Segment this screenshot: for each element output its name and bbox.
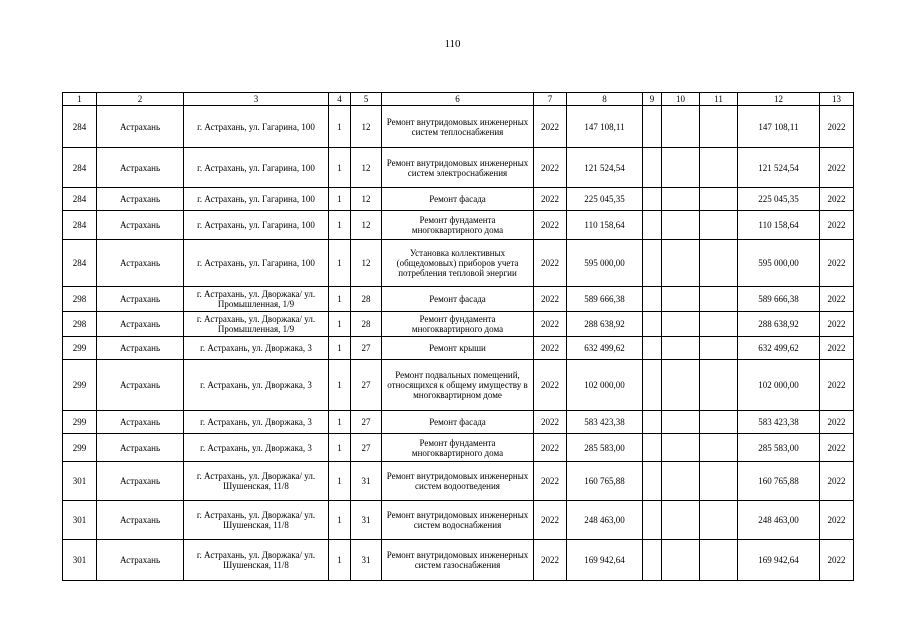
cell-col-9 (643, 148, 662, 188)
cell-municipality: Астрахань (97, 411, 184, 434)
table-row (63, 411, 854, 434)
cell-completion-year: 2022 (820, 501, 854, 540)
cell-col-5: 12 (351, 211, 382, 240)
table-row (63, 106, 854, 148)
cell-municipality: Астрахань (97, 501, 184, 540)
cell-work-type: Ремонт внутридомовых инженерных систем теплоснабжения (382, 106, 534, 148)
cell-work-type: Ремонт фасада (382, 188, 534, 211)
cell-col-11 (700, 148, 738, 188)
cell-col-11 (700, 411, 738, 434)
cell-cost: 589 666,38 (567, 287, 643, 312)
cell-col-11 (700, 434, 738, 462)
cell-col-4: 1 (329, 434, 351, 462)
cell-address: г. Астрахань, ул. Гагарина, 100 (184, 211, 329, 240)
cell-col-11 (700, 211, 738, 240)
header-col-12: 12 (738, 93, 820, 106)
cell-col-10 (662, 501, 700, 540)
cell-cost: 225 045,35 (567, 188, 643, 211)
cell-cost: 595 000,00 (567, 240, 643, 287)
cell-year: 2022 (534, 411, 567, 434)
cell-total-cost: 288 638,92 (738, 312, 820, 337)
header-col-5: 5 (351, 93, 382, 106)
cell-col-9 (643, 337, 662, 360)
cell-year: 2022 (534, 360, 567, 411)
header-col-1: 1 (63, 93, 97, 106)
cell-total-cost: 225 045,35 (738, 188, 820, 211)
header-col-4: 4 (329, 93, 351, 106)
table-row (63, 501, 854, 540)
cell-col-5: 28 (351, 287, 382, 312)
cell-address: г. Астрахань, ул. Дворжака/ ул. Шушенская, 11/8 (184, 501, 329, 540)
cell-object-number: 284 (63, 211, 97, 240)
cell-address: г. Астрахань, ул. Дворжака, 3 (184, 434, 329, 462)
cell-completion-year: 2022 (820, 240, 854, 287)
cell-total-cost: 102 000,00 (738, 360, 820, 411)
cell-completion-year: 2022 (820, 540, 854, 581)
cell-col-11 (700, 287, 738, 312)
table-body (63, 106, 854, 581)
header-col-2: 2 (97, 93, 184, 106)
cell-col-5: 27 (351, 434, 382, 462)
cell-cost: 285 583,00 (567, 434, 643, 462)
cell-completion-year: 2022 (820, 211, 854, 240)
cell-col-10 (662, 240, 700, 287)
cell-cost: 288 638,92 (567, 312, 643, 337)
header-col-10: 10 (662, 93, 700, 106)
cell-col-9 (643, 462, 662, 501)
cell-work-type: Ремонт фундамента многоквартирного дома (382, 312, 534, 337)
cell-object-number: 284 (63, 188, 97, 211)
cell-completion-year: 2022 (820, 188, 854, 211)
cell-col-5: 12 (351, 240, 382, 287)
cell-total-cost: 583 423,38 (738, 411, 820, 434)
cell-address: г. Астрахань, ул. Гагарина, 100 (184, 106, 329, 148)
cell-address: г. Астрахань, ул. Дворжака/ ул. Шушенская, 11/8 (184, 540, 329, 581)
cell-completion-year: 2022 (820, 312, 854, 337)
cell-col-4: 1 (329, 360, 351, 411)
cell-cost: 169 942,64 (567, 540, 643, 581)
cell-address: г. Астрахань, ул. Гагарина, 100 (184, 188, 329, 211)
cell-municipality: Астрахань (97, 211, 184, 240)
cell-municipality: Астрахань (97, 462, 184, 501)
cell-col-9 (643, 106, 662, 148)
cell-work-type: Ремонт внутридомовых инженерных систем электроснабжения (382, 148, 534, 188)
cell-municipality: Астрахань (97, 312, 184, 337)
cell-municipality: Астрахань (97, 106, 184, 148)
cell-object-number: 284 (63, 106, 97, 148)
cell-municipality: Астрахань (97, 540, 184, 581)
cell-col-4: 1 (329, 462, 351, 501)
cell-work-type: Ремонт внутридомовых инженерных систем газоснабжения (382, 540, 534, 581)
cell-cost: 102 000,00 (567, 360, 643, 411)
table-row (63, 540, 854, 581)
cell-work-type: Ремонт подвальных помещений, относящихся к общему имуществу в многоквартирном доме (382, 360, 534, 411)
cell-year: 2022 (534, 106, 567, 148)
cell-col-5: 12 (351, 188, 382, 211)
cell-cost: 110 158,64 (567, 211, 643, 240)
cell-year: 2022 (534, 462, 567, 501)
cell-col-11 (700, 360, 738, 411)
cell-col-5: 27 (351, 337, 382, 360)
cell-col-10 (662, 287, 700, 312)
header-col-7: 7 (534, 93, 567, 106)
cell-municipality: Астрахань (97, 360, 184, 411)
cell-col-9 (643, 240, 662, 287)
cell-col-9 (643, 211, 662, 240)
cell-municipality: Астрахань (97, 434, 184, 462)
cell-col-10 (662, 337, 700, 360)
cell-completion-year: 2022 (820, 462, 854, 501)
cell-completion-year: 2022 (820, 148, 854, 188)
cell-col-10 (662, 148, 700, 188)
cell-object-number: 299 (63, 337, 97, 360)
cell-col-9 (643, 434, 662, 462)
cell-object-number: 299 (63, 434, 97, 462)
repair-program-table (62, 92, 854, 581)
cell-completion-year: 2022 (820, 337, 854, 360)
cell-work-type: Ремонт крыши (382, 337, 534, 360)
cell-address: г. Астрахань, ул. Дворжака/ ул. Промышленная, 1/9 (184, 312, 329, 337)
cell-col-4: 1 (329, 501, 351, 540)
cell-total-cost: 248 463,00 (738, 501, 820, 540)
cell-total-cost: 169 942,64 (738, 540, 820, 581)
cell-work-type: Ремонт фасада (382, 287, 534, 312)
table-row (63, 462, 854, 501)
cell-cost: 583 423,38 (567, 411, 643, 434)
cell-col-4: 1 (329, 148, 351, 188)
header-col-3: 3 (184, 93, 329, 106)
cell-col-4: 1 (329, 312, 351, 337)
cell-col-5: 12 (351, 148, 382, 188)
cell-cost: 147 108,11 (567, 106, 643, 148)
cell-work-type: Ремонт фасада (382, 411, 534, 434)
cell-col-10 (662, 411, 700, 434)
cell-object-number: 301 (63, 501, 97, 540)
cell-cost: 121 524,54 (567, 148, 643, 188)
cell-col-10 (662, 360, 700, 411)
cell-col-9 (643, 287, 662, 312)
cell-completion-year: 2022 (820, 411, 854, 434)
cell-address: г. Астрахань, ул. Дворжака/ ул. Промышленная, 1/9 (184, 287, 329, 312)
cell-work-type: Ремонт фундамента многоквартирного дома (382, 434, 534, 462)
cell-col-10 (662, 462, 700, 501)
cell-year: 2022 (534, 148, 567, 188)
cell-work-type: Ремонт внутридомовых инженерных систем водоснабжения (382, 501, 534, 540)
table-header-row (63, 93, 854, 106)
cell-col-10 (662, 106, 700, 148)
cell-total-cost: 285 583,00 (738, 434, 820, 462)
cell-col-4: 1 (329, 240, 351, 287)
cell-year: 2022 (534, 501, 567, 540)
cell-col-5: 28 (351, 312, 382, 337)
cell-address: г. Астрахань, ул. Гагарина, 100 (184, 240, 329, 287)
cell-col-9 (643, 360, 662, 411)
table-row (63, 287, 854, 312)
cell-col-9 (643, 501, 662, 540)
cell-completion-year: 2022 (820, 434, 854, 462)
table-row (63, 211, 854, 240)
cell-col-4: 1 (329, 106, 351, 148)
cell-col-10 (662, 211, 700, 240)
cell-col-11 (700, 337, 738, 360)
cell-col-4: 1 (329, 211, 351, 240)
cell-year: 2022 (534, 188, 567, 211)
cell-col-9 (643, 188, 662, 211)
cell-col-5: 31 (351, 462, 382, 501)
cell-col-4: 1 (329, 337, 351, 360)
table-row (63, 312, 854, 337)
cell-col-4: 1 (329, 411, 351, 434)
cell-col-5: 27 (351, 360, 382, 411)
cell-object-number: 301 (63, 540, 97, 581)
cell-total-cost: 110 158,64 (738, 211, 820, 240)
cell-year: 2022 (534, 337, 567, 360)
cell-col-10 (662, 540, 700, 581)
cell-object-number: 284 (63, 240, 97, 287)
cell-col-5: 27 (351, 411, 382, 434)
cell-work-type: Ремонт внутридомовых инженерных систем водоотведения (382, 462, 534, 501)
cell-address: г. Астрахань, ул. Дворжака, 3 (184, 337, 329, 360)
cell-col-5: 31 (351, 540, 382, 581)
cell-object-number: 298 (63, 312, 97, 337)
cell-col-11 (700, 188, 738, 211)
cell-total-cost: 589 666,38 (738, 287, 820, 312)
header-col-8: 8 (567, 93, 643, 106)
cell-year: 2022 (534, 211, 567, 240)
cell-address: г. Астрахань, ул. Дворжака, 3 (184, 360, 329, 411)
cell-object-number: 298 (63, 287, 97, 312)
cell-col-11 (700, 540, 738, 581)
cell-total-cost: 121 524,54 (738, 148, 820, 188)
cell-total-cost: 632 499,62 (738, 337, 820, 360)
cell-address: г. Астрахань, ул. Дворжака, 3 (184, 411, 329, 434)
header-col-13: 13 (820, 93, 854, 106)
cell-col-10 (662, 188, 700, 211)
cell-col-11 (700, 240, 738, 287)
cell-col-11 (700, 106, 738, 148)
cell-address: г. Астрахань, ул. Гагарина, 100 (184, 148, 329, 188)
cell-address: г. Астрахань, ул. Дворжака/ ул. Шушенская, 11/8 (184, 462, 329, 501)
cell-object-number: 299 (63, 360, 97, 411)
table-row (63, 148, 854, 188)
cell-work-type: Ремонт фундамента многоквартирного дома (382, 211, 534, 240)
cell-col-9 (643, 411, 662, 434)
cell-cost: 632 499,62 (567, 337, 643, 360)
cell-col-11 (700, 312, 738, 337)
cell-municipality: Астрахань (97, 287, 184, 312)
cell-completion-year: 2022 (820, 106, 854, 148)
page-number: 110 (444, 38, 461, 50)
cell-col-11 (700, 462, 738, 501)
table-row (63, 188, 854, 211)
cell-year: 2022 (534, 540, 567, 581)
cell-col-10 (662, 312, 700, 337)
cell-cost: 248 463,00 (567, 501, 643, 540)
cell-municipality: Астрахань (97, 188, 184, 211)
cell-object-number: 284 (63, 148, 97, 188)
cell-completion-year: 2022 (820, 287, 854, 312)
header-col-9: 9 (643, 93, 662, 106)
cell-year: 2022 (534, 287, 567, 312)
table-row (63, 240, 854, 287)
cell-year: 2022 (534, 434, 567, 462)
cell-col-4: 1 (329, 287, 351, 312)
cell-col-4: 1 (329, 540, 351, 581)
table-row (63, 337, 854, 360)
cell-completion-year: 2022 (820, 360, 854, 411)
table-row (63, 360, 854, 411)
cell-cost: 160 765,88 (567, 462, 643, 501)
cell-col-9 (643, 540, 662, 581)
cell-col-9 (643, 312, 662, 337)
header-col-11: 11 (700, 93, 738, 106)
cell-year: 2022 (534, 240, 567, 287)
cell-col-10 (662, 434, 700, 462)
table-row (63, 434, 854, 462)
cell-col-4: 1 (329, 188, 351, 211)
cell-col-5: 12 (351, 106, 382, 148)
cell-total-cost: 595 000,00 (738, 240, 820, 287)
header-col-6: 6 (382, 93, 534, 106)
cell-object-number: 301 (63, 462, 97, 501)
cell-work-type: Установка коллективных (общедомовых) приборов учета потребления тепловой энергии (382, 240, 534, 287)
cell-municipality: Астрахань (97, 148, 184, 188)
cell-municipality: Астрахань (97, 240, 184, 287)
cell-col-11 (700, 501, 738, 540)
cell-total-cost: 160 765,88 (738, 462, 820, 501)
cell-total-cost: 147 108,11 (738, 106, 820, 148)
cell-municipality: Астрахань (97, 337, 184, 360)
cell-object-number: 299 (63, 411, 97, 434)
cell-year: 2022 (534, 312, 567, 337)
cell-col-5: 31 (351, 501, 382, 540)
